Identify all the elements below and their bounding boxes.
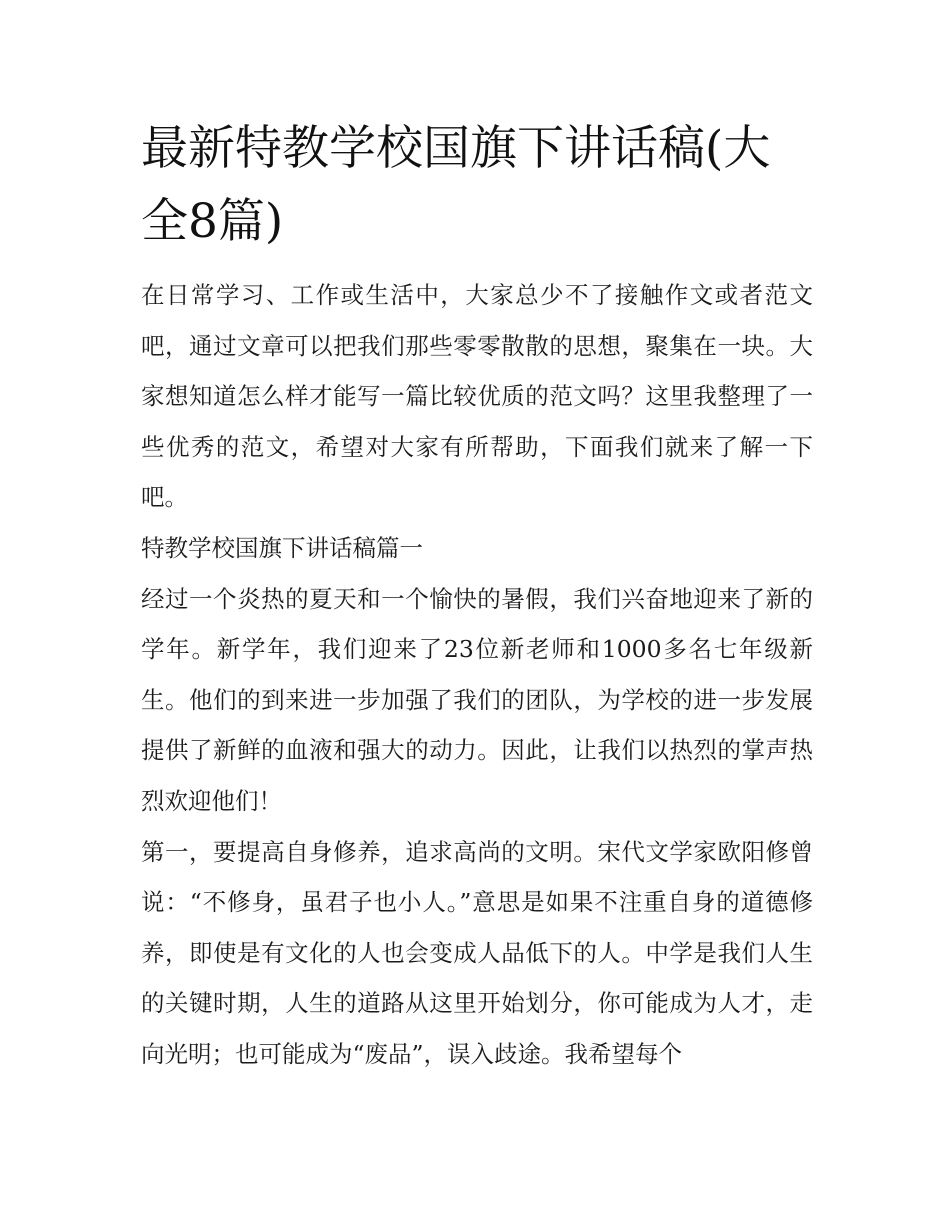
document-title: 最新特教学校国旗下讲话稿(大全8篇)	[141, 121, 771, 249]
body-paragraph-1: 经过一个炎热的夏天和一个愉快的暑假，我们兴奋地迎来了新的学年。新学年，我们迎来了23位新老师和1000多名七年级新生。他们的到来进一步加强了我们的团队，为学校的进一步发展提供了新鲜的血液和强大的动力。因此，让我们以热烈的掌声热烈欢迎他们！	[141, 584, 813, 815]
intro-paragraph: 在日常学习、工作或生活中，大家总少不了接触作文或者范文吧，通过文章可以把我们那些零零散散的思想，聚集在一块。大家想知道怎么样才能写一篇比较优质的范文吗？这里我整理了一些优秀的范文，希望对大家有所帮助，下面我们就来了解一下吧。	[141, 281, 813, 512]
document-body	[141, 112, 813, 1080]
section-heading: 特教学校国旗下讲话稿篇一	[141, 533, 423, 562]
body-paragraph-2: 第一，要提高自身修养，追求高尚的文明。宋代文学家欧阳修曾说：“不修身，虽君子也小人。”意思是如果不注重自身的道德修养，即使是有文化的人也会变成人品低下的人。中学是我们人生的关键时期，人生的道路从这里开始划分，你可能成为人才，走向光明；也可能成为“废品”，误入歧途。我希望每个	[141, 837, 813, 1068]
